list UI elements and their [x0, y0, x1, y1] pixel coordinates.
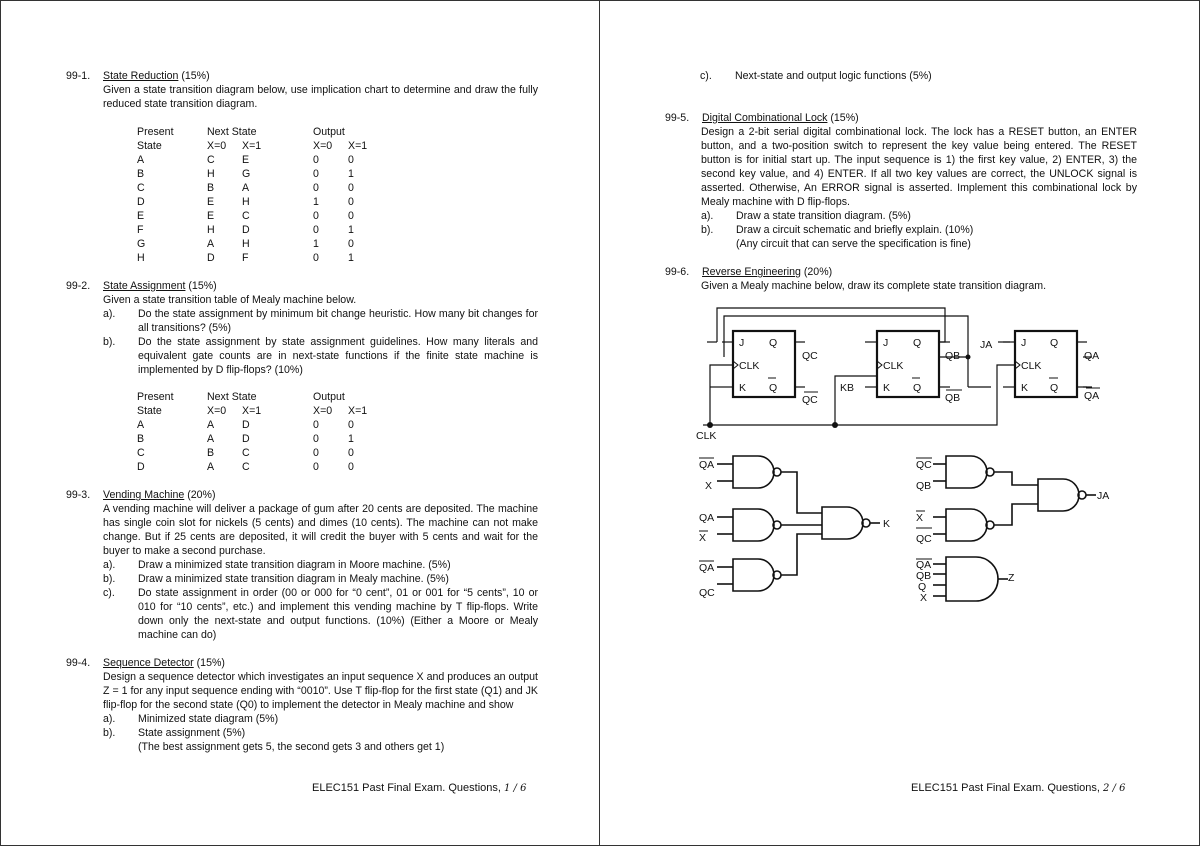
question-title: Vending Machine	[103, 489, 185, 501]
table-cell: 0	[313, 210, 319, 222]
table-row	[137, 418, 383, 432]
table-cell: 1	[348, 224, 354, 236]
table-cell: A	[207, 419, 215, 431]
table-cell: 1	[348, 252, 354, 264]
ff2-clk-label: CLK	[883, 360, 904, 372]
question-99-4	[66, 656, 538, 754]
gate-input-qc-bar: QC	[916, 533, 932, 545]
gate-input-qc-bar: QC	[916, 459, 932, 471]
question-percent: (15%)	[193, 657, 225, 669]
gate-input-q: Q	[918, 581, 927, 593]
table-row	[137, 432, 383, 446]
ff1-j-label: J	[739, 337, 745, 349]
logic-gates-diagram	[600, 1, 1200, 847]
ff3-clk-label: CLK	[1021, 360, 1042, 372]
question-text: Given a state transition diagram below, use implication chart to determine and draw the fully reduced state transition diagram.	[103, 84, 538, 110]
question-text: Given a Mealy machine below, draw its complete state transition diagram.	[701, 280, 1047, 292]
table-cell: D	[207, 252, 215, 264]
table-cell: C	[207, 154, 215, 166]
sub-item-c	[103, 586, 538, 642]
signal-qa-bar: QA	[1084, 390, 1100, 402]
table-cell: D	[242, 433, 250, 445]
table-cell: F	[137, 224, 144, 236]
item-text: Draw a state transition diagram. (5%)	[736, 210, 911, 222]
table-cell: E	[242, 154, 250, 166]
exam-page-1	[0, 0, 600, 846]
signal-ja: JA	[980, 339, 993, 351]
table-cell: H	[242, 238, 250, 250]
exam-page-2	[599, 0, 1200, 846]
table-cell: 1	[348, 168, 354, 180]
note-text: (Any circuit that can serve the specification is fine)	[736, 238, 971, 250]
ff3-k-label: K	[1021, 382, 1029, 394]
question-number: 99-1.	[66, 70, 91, 82]
question-percent: (15%)	[178, 70, 210, 82]
ff1-qbar-label: Q	[769, 382, 778, 394]
signal-qc-bar: QC	[802, 394, 818, 406]
item-text: Do the state assignment by state assignment guidelines. How many literals and equivalent gate counts are in next-state functions if the finite state machine is implemented by D flip-flops? (10%)	[138, 336, 538, 376]
item-label: a).	[103, 559, 116, 571]
table-row	[137, 460, 383, 474]
table-cell: A	[137, 154, 145, 166]
gate-input-qa-bar: QA	[699, 459, 715, 471]
col-header: X=1	[242, 405, 262, 417]
table-row	[137, 446, 383, 460]
table-cell: H	[207, 168, 215, 180]
item-label: a).	[103, 308, 116, 320]
col-header: X=0	[207, 140, 227, 152]
table-cell: 1	[348, 433, 354, 445]
col-header: X=1	[348, 140, 368, 152]
table-cell: A	[242, 182, 250, 194]
table-row	[137, 237, 383, 251]
ff3-j-label: J	[1021, 337, 1027, 349]
signal-kb: KB	[840, 382, 855, 394]
item-text: State assignment (5%)	[138, 727, 246, 739]
gate-input-qb: QB	[916, 480, 932, 492]
table-row	[137, 153, 383, 167]
table-cell: 0	[348, 182, 354, 194]
question-number: 99-4.	[66, 657, 91, 669]
table-cell: H	[137, 252, 145, 264]
table-cell: 0	[313, 419, 319, 431]
col-header: Present	[137, 391, 174, 403]
page-footer	[312, 781, 526, 796]
table-cell: E	[207, 210, 215, 222]
table-cell: 0	[348, 419, 354, 431]
question-number: 99-5.	[665, 112, 690, 124]
item-text: Do state assignment in order (00 or 000 for “0 cent”, 01 or 001 for “5 cents”, 10 or 010 for “10 cents”, etc.) and implement this vending machine by T flip-flops. Write down only the next-state and output functions. (10%) (Either a Moore or Mealy machine can do)	[138, 587, 538, 641]
item-text: Draw a minimized state transition diagram in Mealy machine. (5%)	[138, 573, 449, 585]
col-header: Present	[137, 126, 174, 138]
ff3-qbar-label: Q	[1050, 382, 1059, 394]
gate-input-x-bar: X	[916, 512, 924, 524]
question-text: Design a sequence detector which investigates an input sequence X and produces an output Z = 1 for any input sequence ending with “0010”. Use T flip-flop for the first state (Q1) and JK flip-flop for the second state (Q0) to implement the detector in Mealy machine and show	[103, 671, 538, 711]
ff1-clk-label: CLK	[739, 360, 760, 372]
question-percent: (15%)	[185, 280, 217, 292]
gate-input-qa: QA	[699, 512, 715, 524]
question-99-3	[66, 488, 538, 642]
state-table-99-2	[137, 390, 383, 474]
question-percent: (20%)	[184, 489, 216, 501]
table-cell: A	[207, 461, 215, 473]
table-cell: H	[207, 224, 215, 236]
gate-input-qa-bar: QA	[699, 562, 715, 574]
sub-item-b	[103, 572, 538, 586]
item-text: Do the state assignment by minimum bit change heuristic. How many bit changes for all transitions? (5%)	[138, 308, 538, 334]
signal-qb: QB	[945, 350, 961, 362]
item-label: a).	[103, 713, 116, 725]
table-cell: D	[137, 461, 145, 473]
table-cell: E	[207, 196, 215, 208]
table-cell: 0	[313, 447, 319, 459]
note-text: (The best assignment gets 5, the second gets 3 and others get 1)	[138, 741, 445, 753]
footer-text: ELEC151 Past Final Exam. Questions,	[312, 782, 504, 794]
question-title: State Reduction	[103, 70, 179, 82]
col-header: X=0	[313, 405, 333, 417]
item-text: Next-state and output logic functions (5%)	[735, 70, 932, 82]
question-title: Sequence Detector	[103, 657, 194, 669]
table-cell: 0	[348, 447, 354, 459]
item-text: Draw a circuit schematic and briefly explain. (10%)	[736, 224, 974, 236]
ff2-qbar-label: Q	[913, 382, 922, 394]
item-label: b).	[701, 224, 714, 236]
sub-item-a	[103, 712, 538, 726]
table-cell: H	[242, 196, 250, 208]
table-cell: 0	[348, 461, 354, 473]
table-cell: A	[137, 419, 145, 431]
table-row	[137, 223, 383, 237]
col-header: X=1	[242, 140, 262, 152]
item-label: c).	[103, 587, 115, 599]
table-row	[137, 167, 383, 181]
table-cell: 0	[313, 433, 319, 445]
table-cell: 0	[313, 182, 319, 194]
table-cell: G	[242, 168, 251, 180]
table-cell: C	[242, 210, 250, 222]
ff3-q-label: Q	[1050, 337, 1059, 349]
col-header: Next State	[207, 391, 257, 403]
col-header: Output	[313, 391, 345, 403]
table-cell: E	[137, 210, 145, 222]
gate-input-x: X	[705, 480, 713, 492]
table-row	[137, 181, 383, 195]
item-text: Draw a minimized state transition diagram in Moore machine. (5%)	[138, 559, 451, 571]
state-table-99-1	[137, 125, 383, 265]
question-title: Digital Combinational Lock	[702, 112, 828, 124]
table-cell: 0	[348, 210, 354, 222]
footer-text: ELEC151 Past Final Exam. Questions,	[911, 782, 1103, 794]
table-cell: 0	[348, 154, 354, 166]
ff1-q-label: Q	[769, 337, 778, 349]
col-header: Output	[313, 126, 345, 138]
table-cell: 1	[313, 196, 319, 208]
question-number: 99-6.	[665, 266, 690, 278]
table-cell: 0	[313, 252, 319, 264]
ff2-k-label: K	[883, 382, 891, 394]
gate-output-z: Z	[1008, 572, 1015, 584]
signal-qb-bar: QB	[945, 392, 961, 404]
question-number: 99-2.	[66, 280, 91, 292]
table-cell: A	[207, 238, 215, 250]
question-title: State Assignment	[103, 280, 186, 292]
col-header: Next State	[207, 126, 257, 138]
question-number: 99-3.	[66, 489, 91, 501]
sub-item-b	[103, 726, 538, 740]
table-cell: A	[207, 433, 215, 445]
ff2-j-label: J	[883, 337, 889, 349]
item-label: a).	[701, 210, 714, 222]
page-footer	[911, 781, 1125, 796]
item-label: b).	[103, 727, 116, 739]
ff2-q-label: Q	[913, 337, 922, 349]
table-cell: G	[137, 238, 146, 250]
question-title: Reverse Engineering	[702, 266, 801, 278]
sub-item-a	[103, 307, 538, 335]
table-cell: C	[242, 447, 250, 459]
table-cell: D	[242, 419, 250, 431]
question-text: Design a 2-bit serial digital combinational lock. The lock has a RESET button, an ENTER button, and a two-position switch to represent the key value being entered. The RESET button is for initial start up. The input sequence is 1) the first key value, 2) ENTER, 3) the second key value, and 4) ENTER. If all two key values are correct, the UNLOCK signal is asserted. Otherwise, An ERROR signal is asserted. Implement this combinational lock by Mealy machine with D flip-flops.	[701, 126, 1137, 208]
signal-clk: CLK	[696, 430, 717, 442]
table-cell: B	[137, 433, 145, 445]
table-cell: D	[137, 196, 145, 208]
item-text: Minimized state diagram (5%)	[138, 713, 279, 725]
table-row	[137, 209, 383, 223]
table-cell: B	[207, 182, 215, 194]
gate-input-qb: QB	[916, 570, 932, 582]
table-row	[137, 195, 383, 209]
table-cell: C	[137, 182, 145, 194]
col-header: X=1	[348, 405, 368, 417]
col-header: State	[137, 405, 162, 417]
gate-output-ja: JA	[1097, 490, 1110, 502]
page-number: 2 / 6	[1102, 783, 1126, 794]
ff1-k-label: K	[739, 382, 747, 394]
gate-input-x: X	[920, 592, 928, 604]
table-cell: 0	[313, 224, 319, 236]
table-cell: D	[242, 224, 250, 236]
sub-item-b	[103, 335, 538, 377]
col-header: State	[137, 140, 162, 152]
question-99-1	[66, 69, 538, 111]
table-cell: 0	[313, 461, 319, 473]
question-percent: (15%)	[827, 112, 859, 124]
table-cell: C	[242, 461, 250, 473]
table-cell: C	[137, 447, 145, 459]
question-percent: (20%)	[800, 266, 833, 278]
table-cell: B	[207, 447, 215, 459]
gate-input-qc: QC	[699, 587, 715, 599]
signal-qa: QA	[1084, 350, 1100, 362]
item-label: c).	[700, 70, 712, 82]
table-row	[137, 251, 383, 265]
sub-item-a	[103, 558, 538, 572]
gate-input-qa-bar: QA	[916, 559, 932, 571]
item-label: b).	[103, 336, 116, 348]
table-cell: 0	[348, 196, 354, 208]
item-label: b).	[103, 573, 116, 585]
page-number: 1 / 6	[503, 783, 527, 794]
col-header: X=0	[313, 140, 333, 152]
gate-input-x-bar: X	[699, 532, 707, 544]
table-cell: 1	[313, 238, 319, 250]
table-cell: 0	[313, 168, 319, 180]
table-cell: 0	[313, 154, 319, 166]
question-text: Given a state transition table of Mealy machine below.	[103, 294, 357, 306]
table-cell: F	[242, 252, 249, 264]
gate-output-k: K	[883, 518, 891, 530]
question-99-2	[66, 279, 538, 377]
table-cell: 0	[348, 238, 354, 250]
question-text: A vending machine will deliver a package of gum after 20 cents are deposited. The machine has single coin slot for nickels (5 cents) and dimes (10 cents). The machine can not make change. But if 25 cents are deposited, it will credit the buyer with 5 cents and wait for the buyer to make a second purchase.	[103, 503, 538, 557]
col-header: X=0	[207, 405, 227, 417]
table-cell: B	[137, 168, 145, 180]
signal-qc: QC	[802, 350, 818, 362]
